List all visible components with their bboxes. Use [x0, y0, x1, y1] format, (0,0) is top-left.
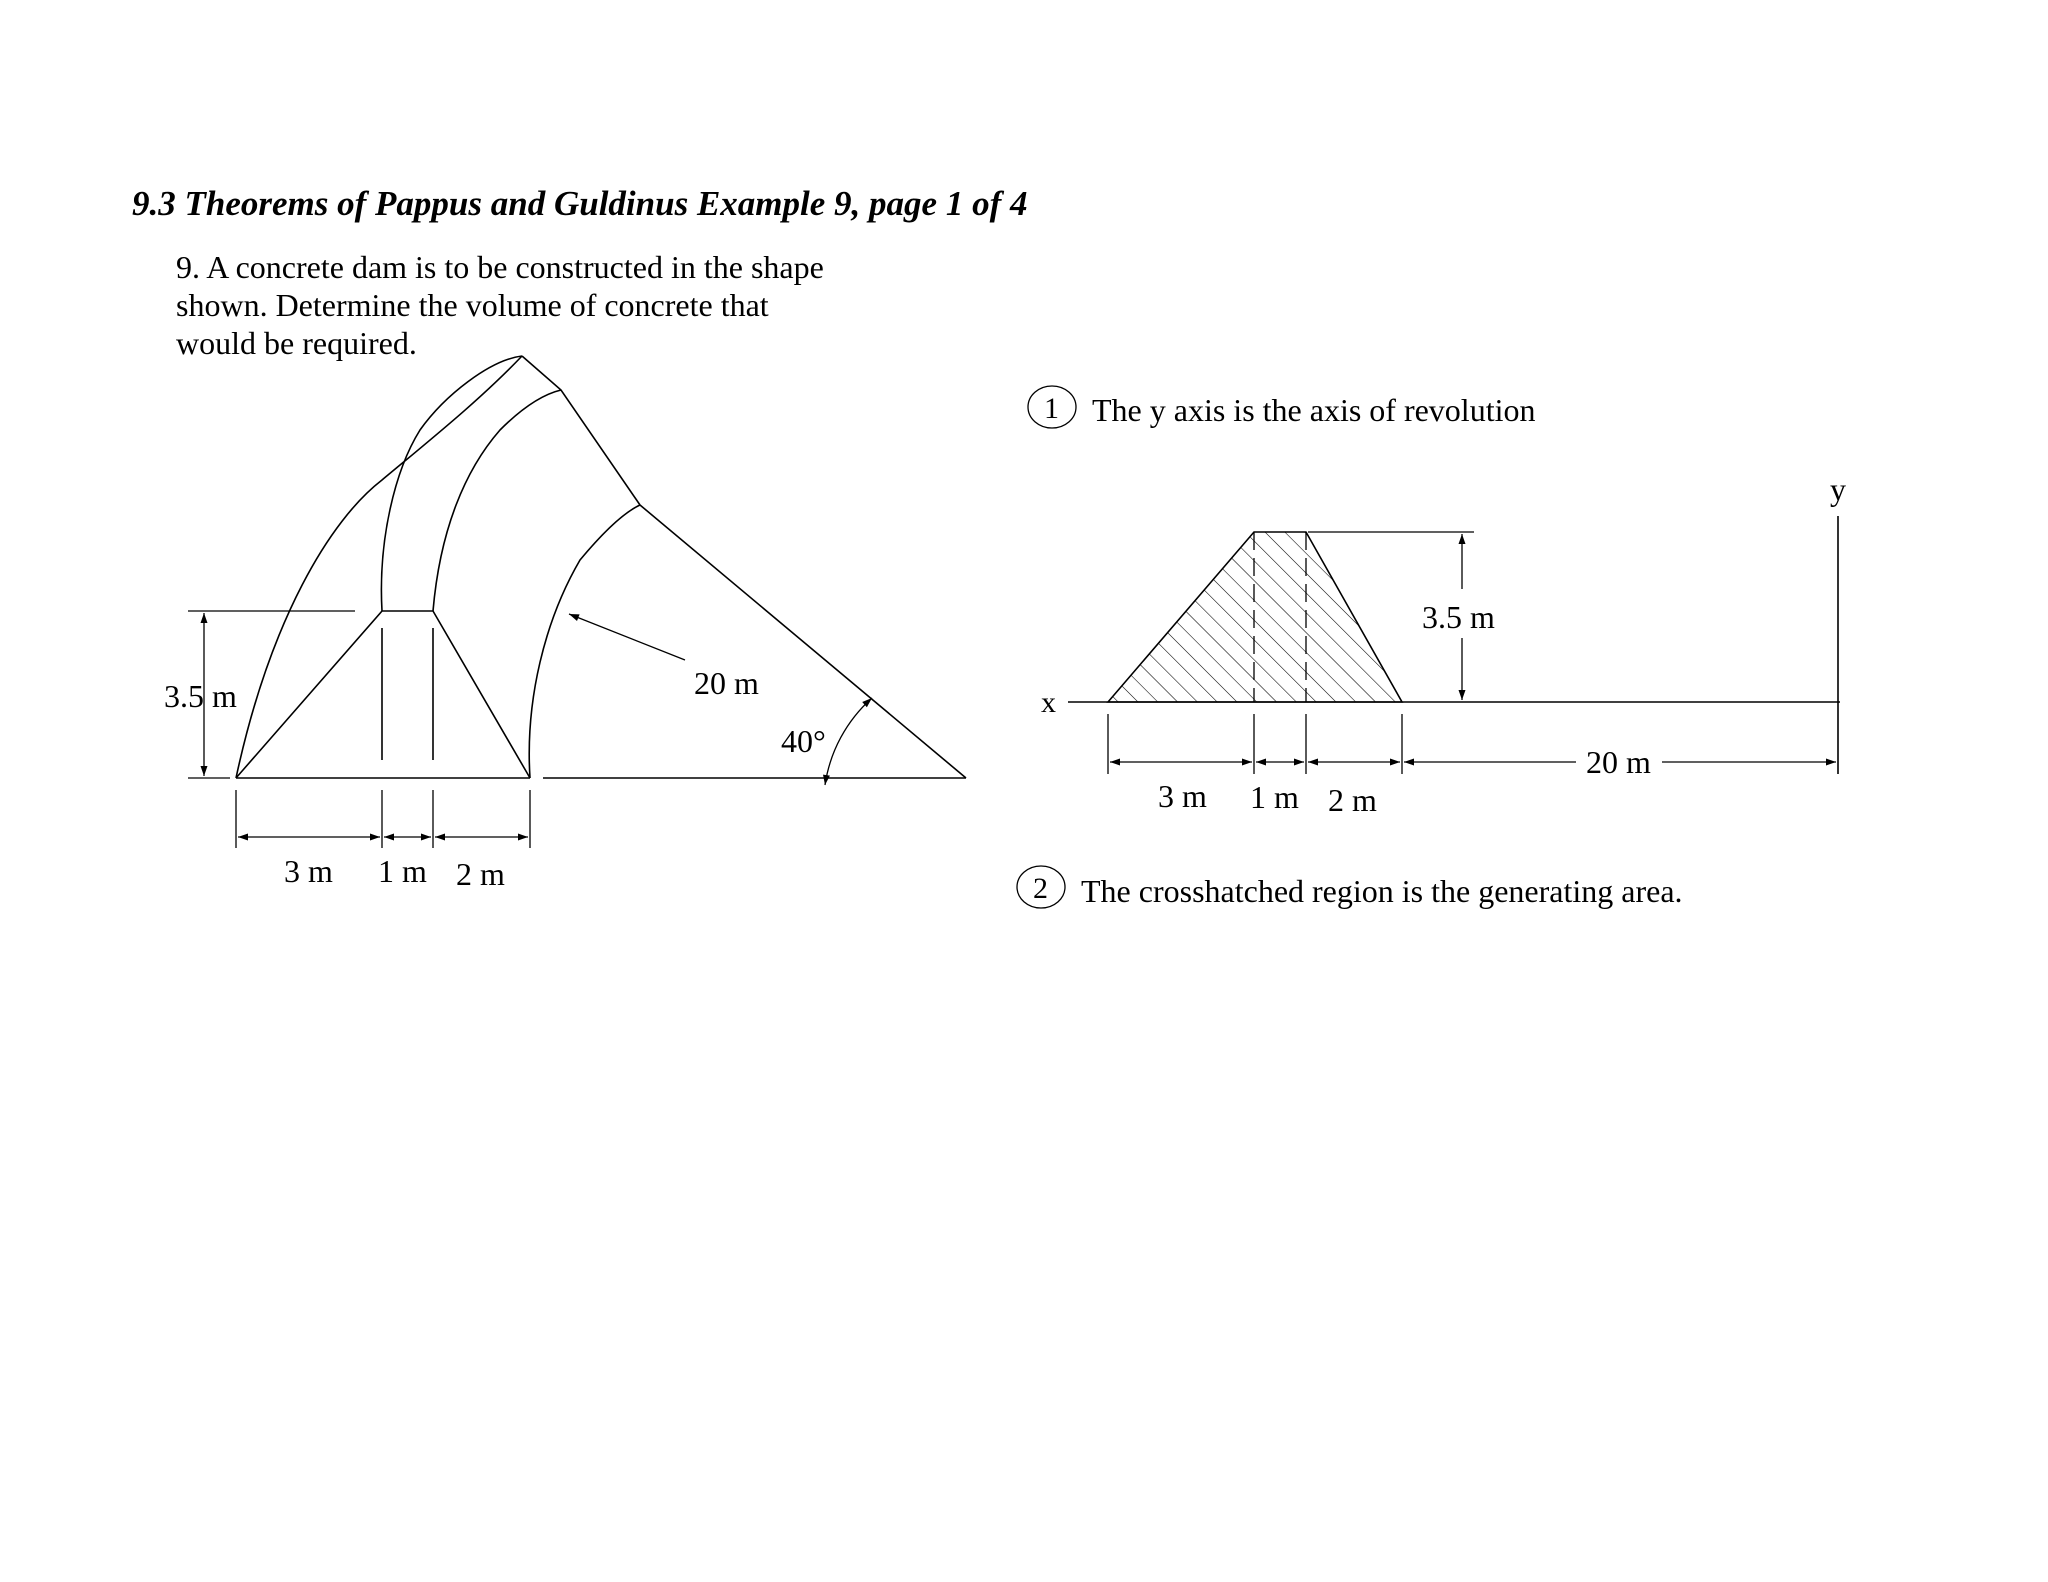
- problem-line-1: 9. A concrete dam is to be constructed in the shape: [176, 249, 824, 285]
- step-2: [1017, 866, 1683, 909]
- angle-arc: [825, 698, 872, 785]
- width-label-1m: 1 m: [378, 853, 427, 889]
- dam-3d-figure: [164, 356, 966, 892]
- page-title: 9.3 Theorems of Pappus and Guldinus Example 9, page 1 of 4: [132, 184, 1028, 223]
- width-label-2m: 2 m: [456, 856, 505, 892]
- width-label-1m: 1 m: [1250, 779, 1299, 815]
- crest-curve: [433, 390, 561, 611]
- crest-curve: [381, 356, 522, 611]
- step-1: [1028, 386, 1535, 428]
- problem-line-2: shown. Determine the volume of concrete that: [176, 287, 769, 323]
- radius-dimension: [569, 614, 685, 660]
- dam-cross-section: [236, 611, 530, 778]
- step-number: 1: [1044, 392, 1059, 425]
- y-axis-label: y: [1830, 471, 1846, 507]
- radius-label: 20 m: [694, 665, 759, 701]
- angle-label: 40°: [781, 723, 826, 759]
- width-label-2m: 2 m: [1328, 782, 1377, 818]
- step-text: The crosshatched region is the generating area.: [1081, 873, 1683, 909]
- dam-outer-curve: [236, 356, 522, 778]
- dam-top-edge: [522, 356, 640, 505]
- generating-area-figure: [1041, 471, 1846, 818]
- width-label-3m: 3 m: [284, 853, 333, 889]
- step-text: The y axis is the axis of revolution: [1092, 392, 1536, 428]
- height-label: 3.5 m: [1422, 599, 1495, 635]
- crosshatched-region: [1108, 532, 1402, 702]
- step-number: 2: [1033, 872, 1048, 905]
- problem-line-3: would be required.: [176, 325, 417, 361]
- height-label: 3.5 m: [164, 678, 237, 714]
- dam-inner-curve: [529, 505, 640, 778]
- width-label-3m: 3 m: [1158, 778, 1207, 814]
- radius-label: 20 m: [1586, 744, 1651, 780]
- x-axis-label: x: [1041, 686, 1056, 719]
